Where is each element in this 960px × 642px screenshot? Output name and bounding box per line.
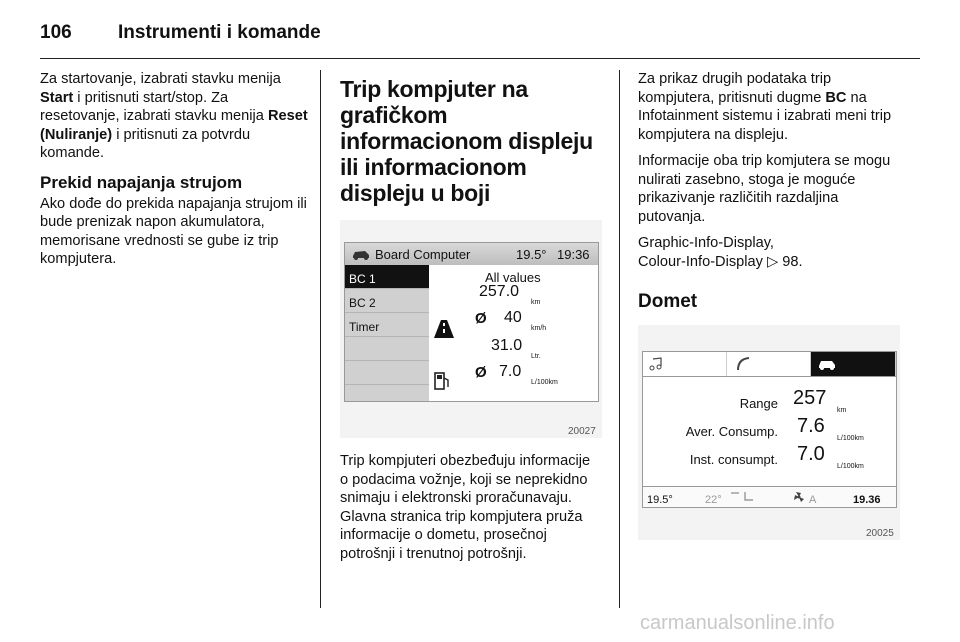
- column-1: [40, 70, 308, 277]
- watermark: carmanualsonline.info: [640, 612, 835, 634]
- figure-board-computer: [340, 220, 602, 438]
- outside-temperature: 19.5°: [647, 494, 673, 506]
- car-icon: [817, 358, 837, 370]
- paragraph-display-reference: Graphic-Info-Display, Colour-Info-Display ▷ 98.: [638, 235, 803, 270]
- unit-range: km: [531, 299, 541, 306]
- road-icon: [433, 319, 455, 339]
- running-title: Instrumenti i komande: [118, 22, 321, 43]
- figure-range-display: [638, 325, 900, 540]
- unit-avg-consumption: L/100km: [531, 379, 558, 386]
- unit-average-consumption: L/100km: [837, 435, 864, 442]
- fuel-pump-icon: [433, 371, 451, 391]
- heading-power-interruption: Prekid napajanja strujom: [40, 172, 243, 192]
- value-range: 257: [793, 387, 827, 409]
- unit-instant-consumption: L/100km: [837, 463, 864, 470]
- menu-item-reset: Reset (Nuliranje): [40, 108, 308, 143]
- value-fuel-used: 31.0: [491, 337, 523, 354]
- value-range: 257.0: [479, 283, 520, 300]
- display-temperature: 19.5°: [516, 247, 547, 262]
- phone-icon: [735, 356, 751, 372]
- range-display: [642, 351, 897, 508]
- paragraph-reset-separately: Informacije oba trip komjutera se mogu nulirati zasebno, stoga je moguće prikazivanje različitih razdaljina putovanja.: [638, 153, 891, 225]
- unit-avg-speed: km/h: [531, 325, 547, 332]
- fan-icon: [793, 491, 805, 503]
- column-3: [638, 70, 900, 540]
- display-time: 19:36: [557, 247, 590, 262]
- display-titlebar: [345, 243, 598, 265]
- value-avg-speed: 40: [504, 309, 522, 326]
- unit-range: km: [837, 407, 847, 414]
- unit-fuel-used: Ltr.: [531, 353, 541, 360]
- display-tabs: [643, 352, 896, 377]
- music-note-icon: [649, 357, 663, 371]
- display-title: Board Computer: [375, 247, 471, 262]
- paragraph-bc-button: Za prikaz drugih podataka trip kompjutera, pritisnuti dugme BC na Infotainment sistemu i izabrati meni trip kompjutera na displeju.: [638, 71, 892, 143]
- section-title-trip-computer: Trip kompjuter na grafičkom informacionom displeju ili informacionom displeju u boji: [340, 76, 593, 206]
- tab-audio[interactable]: [643, 352, 727, 376]
- column-divider-2: [619, 70, 620, 608]
- value-instant-consumption: 7.0: [797, 443, 825, 465]
- column-divider-1: [320, 70, 321, 608]
- tab-phone[interactable]: [727, 352, 811, 376]
- label-instant-consumption: Inst. consumpt.: [689, 452, 778, 467]
- average-symbol: Ø: [475, 364, 487, 381]
- value-avg-consumption: 7.0: [499, 363, 522, 380]
- status-time: 19.36: [853, 494, 881, 506]
- average-symbol: Ø: [475, 310, 487, 327]
- seat-airflow-icon: [729, 490, 757, 504]
- paragraph-trip-computer-info: Trip kompjuteri obezbeđuju informacije o podacima vožnje, koji se neprekidno snimaju i elektronski proračunavaju. Glavna stranica trip kompjutera pruža informacije o dometu, prosečnoj potrošnji i trenutnoj potrošnji.: [340, 453, 591, 562]
- bc-button-label: BC: [825, 89, 847, 106]
- menu-item-start: Start: [40, 89, 74, 106]
- page-reference-icon: ▷: [766, 253, 779, 270]
- menu-item-empty: [345, 337, 429, 361]
- heading-range: Domet: [638, 291, 698, 312]
- figure-number: 20027: [568, 426, 596, 437]
- board-computer-display: [344, 242, 599, 402]
- auto-mode: A: [809, 494, 817, 506]
- page-reference[interactable]: 98.: [782, 253, 803, 270]
- menu-item-timer[interactable]: Timer: [345, 313, 429, 337]
- tab-vehicle[interactable]: [811, 352, 896, 376]
- paragraph-power-interruption: Ako dođe do prekida napajanja strujom ili bude prenizak napon akumulatora, memorisane vrednosti se gube iz trip kompjutera.: [40, 195, 307, 267]
- label-average-consumption: Aver. Consump.: [685, 424, 778, 439]
- paragraph-start-reset: Za startovanje, izabrati stavku menija Start i pritisnuti start/stop. Za resetovanje, izabrati stavku menija Reset (Nuliranje) i pritisnuti za potvrdu komande.: [40, 71, 308, 161]
- value-average-consumption: 7.6: [797, 415, 825, 437]
- page-number: 106: [40, 22, 72, 43]
- set-temperature: 22°: [705, 494, 722, 506]
- display-menu: [345, 265, 429, 401]
- display-status-bar: [643, 486, 896, 507]
- car-icon: [351, 248, 371, 260]
- menu-item-bc1[interactable]: BC 1: [345, 265, 429, 289]
- all-values-label: All values: [485, 270, 541, 285]
- header-rule: [40, 58, 920, 59]
- figure-number: 20025: [866, 528, 894, 539]
- menu-item-bc2[interactable]: BC 2: [345, 289, 429, 313]
- menu-item-empty: [345, 361, 429, 385]
- label-range: Range: [739, 396, 778, 411]
- page-header: [40, 22, 920, 52]
- column-2: [340, 70, 602, 571]
